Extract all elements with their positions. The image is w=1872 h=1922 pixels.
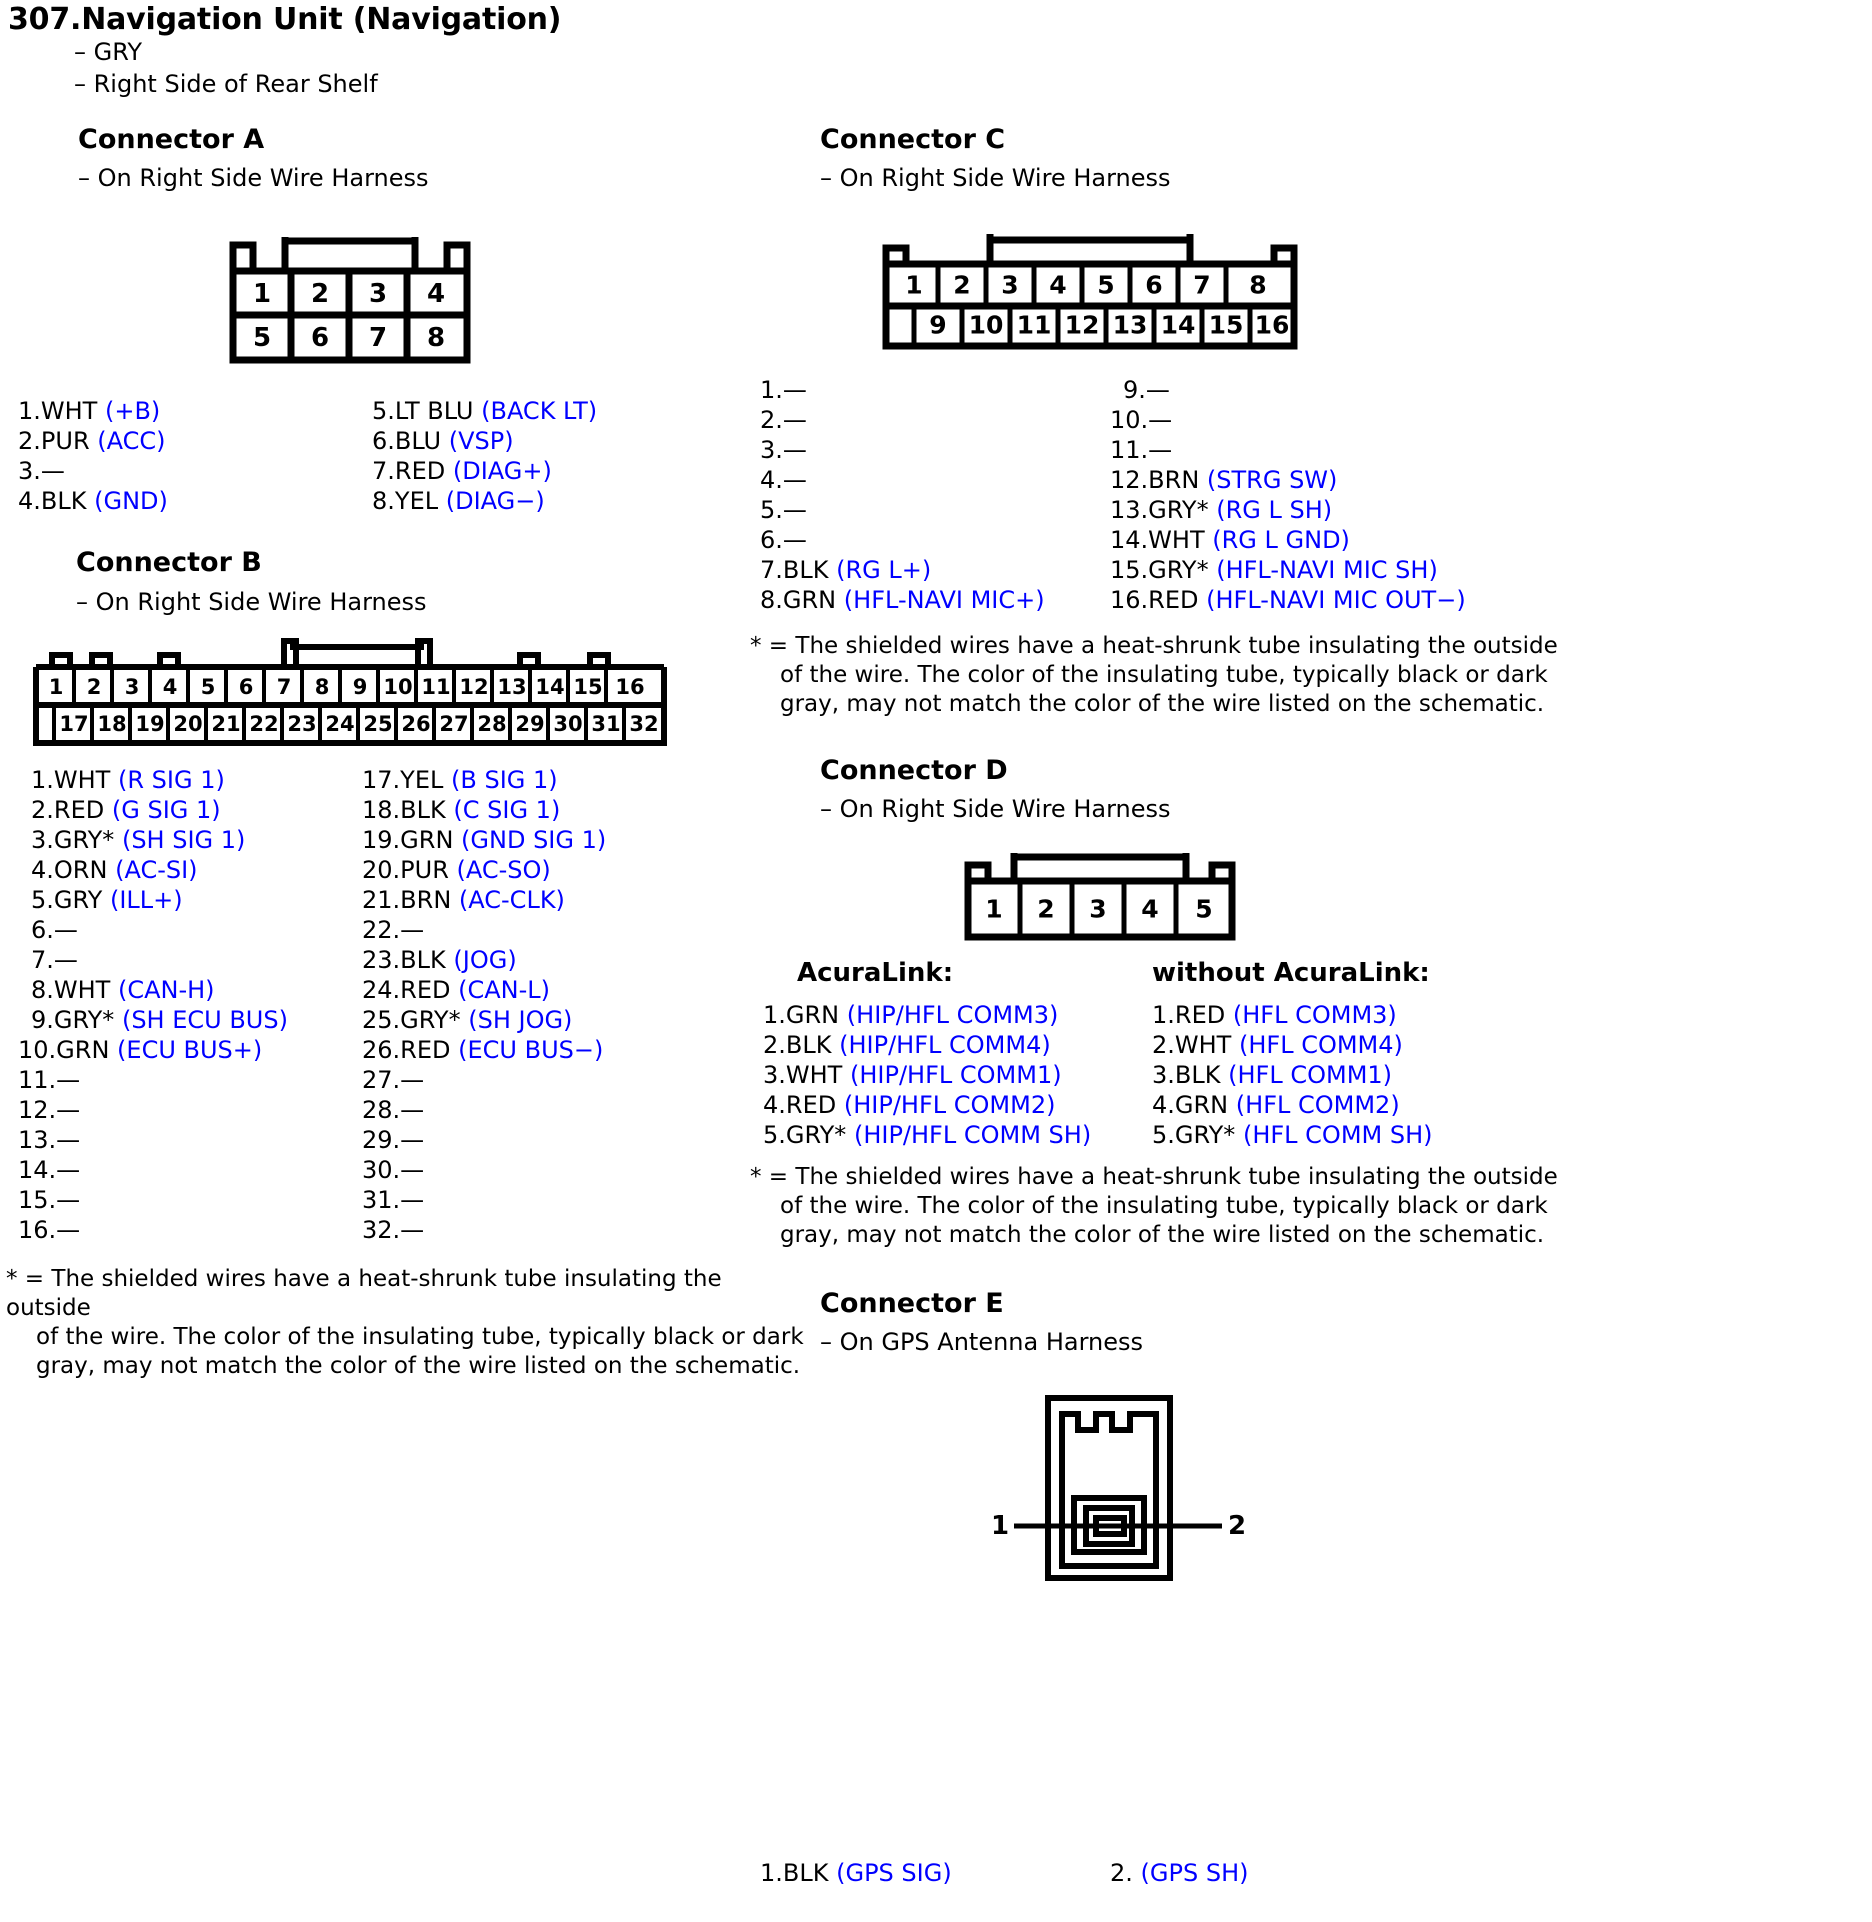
connector-b-pin-list-left	[18, 765, 288, 1245]
footnote-connector-c	[750, 632, 1560, 719]
svg-text:1: 1	[48, 675, 64, 699]
connector-b-pin-list-right	[362, 765, 606, 1245]
svg-text:31: 31	[591, 712, 621, 736]
svg-text:3: 3	[1089, 894, 1107, 924]
pin-row: 2.PUR (ACC)	[18, 427, 166, 455]
pin-row: 28.—	[362, 1096, 425, 1124]
svg-text:20: 20	[173, 712, 203, 736]
pin-row: 4.—	[760, 466, 807, 494]
pin-row: 5.GRY (ILL+)	[31, 886, 183, 914]
pin-row: 4.GRN (HFL COMM2)	[1152, 1091, 1400, 1119]
connector-d-acuralink-heading: AcuraLink:	[797, 958, 954, 988]
pin-row: 32.—	[362, 1216, 425, 1244]
pin-row: 7.RED (DIAG+)	[372, 457, 552, 485]
pin-row: 30.—	[362, 1156, 425, 1184]
svg-text:7: 7	[276, 675, 292, 699]
pin-row: 19.GRN (GND SIG 1)	[362, 826, 607, 854]
connector-c-subtitle: – On Right Side Wire Harness	[820, 164, 1171, 192]
svg-text:12: 12	[459, 675, 489, 699]
connector-c-pin-list-right	[1110, 375, 1466, 615]
pin-row: 5.—	[760, 496, 807, 524]
pin-row: 5.GRY* (HIP/HFL COMM SH)	[763, 1121, 1092, 1149]
connector-d-subtitle: – On Right Side Wire Harness	[820, 795, 1171, 823]
svg-text:21: 21	[211, 712, 241, 736]
svg-text:5: 5	[252, 323, 272, 353]
svg-text:4: 4	[1049, 270, 1067, 300]
svg-text:1: 1	[990, 1511, 1010, 1541]
connector-c-title: Connector C	[820, 124, 1006, 155]
svg-text:8: 8	[426, 323, 446, 353]
svg-text:4: 4	[426, 279, 446, 309]
footnote-line-3: gray, may not match the color of the wire listed on the schematic.	[36, 1353, 801, 1379]
pin-row: 18.BLK (C SIG 1)	[362, 796, 561, 824]
pin-row: 3.GRY* (SH SIG 1)	[31, 826, 246, 854]
pin-row: 4.RED (HIP/HFL COMM2)	[763, 1091, 1056, 1119]
svg-text:24: 24	[325, 712, 355, 736]
svg-text:15: 15	[1208, 310, 1244, 340]
svg-text:10: 10	[968, 310, 1004, 340]
pin-row: 17.YEL (B SIG 1)	[362, 766, 558, 794]
pin-row: 16.—	[18, 1216, 81, 1244]
pin-row: 12.BRN (STRG SW)	[1110, 466, 1338, 494]
connector-c-pin-list-left	[760, 375, 1045, 615]
svg-text:2: 2	[1037, 894, 1055, 924]
pin-row: 2.WHT (HFL COMM4)	[1152, 1031, 1403, 1059]
pin-row: 2. (GPS SH)	[1110, 1859, 1249, 1887]
svg-text:26: 26	[401, 712, 431, 736]
svg-text:29: 29	[515, 712, 545, 736]
header-bullet-wire-color: – GRY	[74, 38, 143, 66]
svg-text:7: 7	[1193, 270, 1211, 300]
pin-row: 3.WHT (HIP/HFL COMM1)	[763, 1061, 1062, 1089]
pin-row: 1.WHT (+B)	[18, 397, 161, 425]
footnote-line-1: * = The shielded wires have a heat-shrunk tube insulating the outside	[750, 1164, 1558, 1190]
pin-row: 11.—	[1110, 436, 1173, 464]
connector-e-subtitle: – On GPS Antenna Harness	[820, 1328, 1144, 1356]
connector-a-pin-list-right	[372, 396, 597, 516]
connector-d-pin-list-without-acuralink	[1152, 1000, 1433, 1150]
pin-row: 31.—	[362, 1186, 425, 1214]
pin-row: 15.—	[18, 1186, 81, 1214]
pin-row: 22.—	[362, 916, 425, 944]
pin-row: 20.PUR (AC-SO)	[362, 856, 551, 884]
page-title: 307.Navigation Unit (Navigation)	[8, 2, 562, 37]
pin-row: 8.YEL (DIAG−)	[372, 487, 545, 515]
footnote-line-1: * = The shielded wires have a heat-shrunk tube insulating the outside	[750, 633, 1558, 659]
pin-row: 2.RED (G SIG 1)	[31, 796, 221, 824]
svg-text:3: 3	[368, 279, 388, 309]
svg-text:14: 14	[1160, 310, 1196, 340]
pin-row: 26.RED (ECU BUS−)	[362, 1036, 604, 1064]
pin-row: 1.WHT (R SIG 1)	[31, 766, 225, 794]
pin-row: 13.GRY* (RG L SH)	[1110, 496, 1333, 524]
pin-row: 11.—	[18, 1066, 81, 1094]
pin-row: 1.—	[760, 376, 807, 404]
svg-text:32: 32	[629, 712, 659, 736]
pin-row: 1.RED (HFL COMM3)	[1152, 1001, 1397, 1029]
svg-text:1: 1	[252, 279, 272, 309]
connector-a-pin-list-left	[18, 396, 168, 516]
svg-text:23: 23	[287, 712, 317, 736]
pin-row: 1.BLK (GPS SIG)	[760, 1859, 952, 1887]
svg-text:30: 30	[553, 712, 583, 736]
svg-text:5: 5	[1195, 894, 1213, 924]
svg-text:3: 3	[1001, 270, 1019, 300]
svg-text:6: 6	[310, 323, 330, 353]
pin-row: 14.—	[18, 1156, 81, 1184]
connector-d-pin-list-acuralink	[763, 1000, 1091, 1150]
connector-b-subtitle: – On Right Side Wire Harness	[76, 588, 427, 616]
pin-row: 10.GRN (ECU BUS+)	[18, 1036, 263, 1064]
pin-row: 5.LT BLU (BACK LT)	[372, 397, 598, 425]
pin-row: 3.BLK (HFL COMM1)	[1152, 1061, 1393, 1089]
pin-row: 27.—	[362, 1066, 425, 1094]
connector-d-pin-diagram	[960, 845, 1240, 945]
svg-text:14: 14	[535, 675, 565, 699]
pin-row: 3.—	[18, 457, 65, 485]
connector-b-pin-cells	[30, 635, 670, 750]
pin-row: 7.BLK (RG L+)	[760, 556, 932, 584]
svg-text:6: 6	[1145, 270, 1163, 300]
pin-row: 23.BLK (JOG)	[362, 946, 517, 974]
pin-row: 10.—	[1110, 406, 1173, 434]
pin-row: 6.—	[31, 916, 78, 944]
svg-text:4: 4	[1141, 894, 1159, 924]
pin-row: 7.—	[31, 946, 78, 974]
svg-text:9: 9	[929, 310, 947, 340]
connector-b-title: Connector B	[76, 547, 262, 578]
pin-row: 21.BRN (AC-CLK)	[362, 886, 565, 914]
svg-text:5: 5	[1097, 270, 1115, 300]
footnote-line-3: gray, may not match the color of the wire listed on the schematic.	[780, 1222, 1545, 1248]
pin-row: 12.—	[18, 1096, 81, 1124]
pin-row: 8.GRN (HFL-NAVI MIC+)	[760, 586, 1045, 614]
svg-text:16: 16	[615, 675, 645, 699]
svg-text:10: 10	[383, 675, 413, 699]
footnote-connector-b	[6, 1265, 806, 1381]
pin-row: 5.GRY* (HFL COMM SH)	[1152, 1121, 1433, 1149]
svg-text:13: 13	[1112, 310, 1148, 340]
pin-row: 15.GRY* (HFL-NAVI MIC SH)	[1110, 556, 1438, 584]
svg-text:27: 27	[439, 712, 469, 736]
connector-a-pin-diagram	[225, 215, 475, 365]
connector-d-title: Connector D	[820, 755, 1008, 786]
pin-row: 6.—	[760, 526, 807, 554]
svg-text:2: 2	[310, 279, 330, 309]
pin-row: 14.WHT (RG L GND)	[1110, 526, 1350, 554]
footnote-line-2: of the wire. The color of the insulating tube, typically black or dark	[780, 662, 1548, 688]
footnote-line-3: gray, may not match the color of the wire listed on the schematic.	[780, 691, 1545, 717]
footnote-line-2: of the wire. The color of the insulating tube, typically black or dark	[780, 1193, 1548, 1219]
svg-text:4: 4	[162, 675, 178, 699]
pin-row: 16.RED (HFL-NAVI MIC OUT−)	[1110, 586, 1466, 614]
connector-a-subtitle: – On Right Side Wire Harness	[78, 164, 429, 192]
connector-e-pin-diagram	[990, 1390, 1250, 1590]
connector-e-pin-list-right	[1110, 1858, 1249, 1888]
svg-text:11: 11	[421, 675, 451, 699]
svg-text:16: 16	[1254, 310, 1290, 340]
pin-row: 4.BLK (GND)	[18, 487, 168, 515]
svg-text:12: 12	[1064, 310, 1100, 340]
connector-d-without-acuralink-heading: without AcuraLink:	[1152, 958, 1430, 988]
pin-row: 4.ORN (AC-SI)	[31, 856, 198, 884]
svg-text:5: 5	[200, 675, 216, 699]
footnote-line-1: * = The shielded wires have a heat-shrunk tube insulating the outside	[6, 1266, 722, 1321]
connector-c-pin-diagram	[878, 222, 1302, 352]
svg-text:19: 19	[135, 712, 165, 736]
svg-text:17: 17	[59, 712, 89, 736]
pin-row: 29.—	[362, 1126, 425, 1154]
pin-row: 13.—	[18, 1126, 81, 1154]
svg-text:13: 13	[497, 675, 527, 699]
connector-e-pin-list-left	[760, 1858, 952, 1888]
svg-text:11: 11	[1016, 310, 1052, 340]
pin-row: 25.GRY* (SH JOG)	[362, 1006, 573, 1034]
pin-row: 2.—	[760, 406, 807, 434]
svg-text:1: 1	[985, 894, 1003, 924]
pin-row: 24.RED (CAN-L)	[362, 976, 551, 1004]
svg-text:8: 8	[314, 675, 330, 699]
svg-text:2: 2	[86, 675, 102, 699]
footnote-connector-d	[750, 1163, 1560, 1250]
pin-row: 3.—	[760, 436, 807, 464]
svg-text:22: 22	[249, 712, 279, 736]
header-bullet-location: – Right Side of Rear Shelf	[74, 70, 378, 98]
pin-row: 1.GRN (HIP/HFL COMM3)	[763, 1001, 1059, 1029]
svg-text:3: 3	[124, 675, 140, 699]
connector-a-title: Connector A	[78, 124, 265, 155]
svg-text:8: 8	[1249, 270, 1267, 300]
svg-text:7: 7	[368, 323, 388, 353]
connector-e-title: Connector E	[820, 1288, 1004, 1319]
footnote-line-2: of the wire. The color of the insulating tube, typically black or dark	[36, 1324, 804, 1350]
svg-text:2: 2	[953, 270, 971, 300]
svg-text:9: 9	[352, 675, 368, 699]
pin-row: 9.—	[1123, 376, 1170, 404]
svg-text:1: 1	[905, 270, 923, 300]
svg-text:28: 28	[477, 712, 507, 736]
svg-text:25: 25	[363, 712, 393, 736]
svg-text:15: 15	[573, 675, 603, 699]
svg-text:6: 6	[238, 675, 254, 699]
pin-row: 2.BLK (HIP/HFL COMM4)	[763, 1031, 1051, 1059]
pin-row: 9.GRY* (SH ECU BUS)	[31, 1006, 288, 1034]
pin-row: 8.WHT (CAN-H)	[31, 976, 215, 1004]
pin-row: 6.BLU (VSP)	[372, 427, 514, 455]
svg-text:18: 18	[97, 712, 127, 736]
svg-text:2: 2	[1227, 1511, 1247, 1541]
